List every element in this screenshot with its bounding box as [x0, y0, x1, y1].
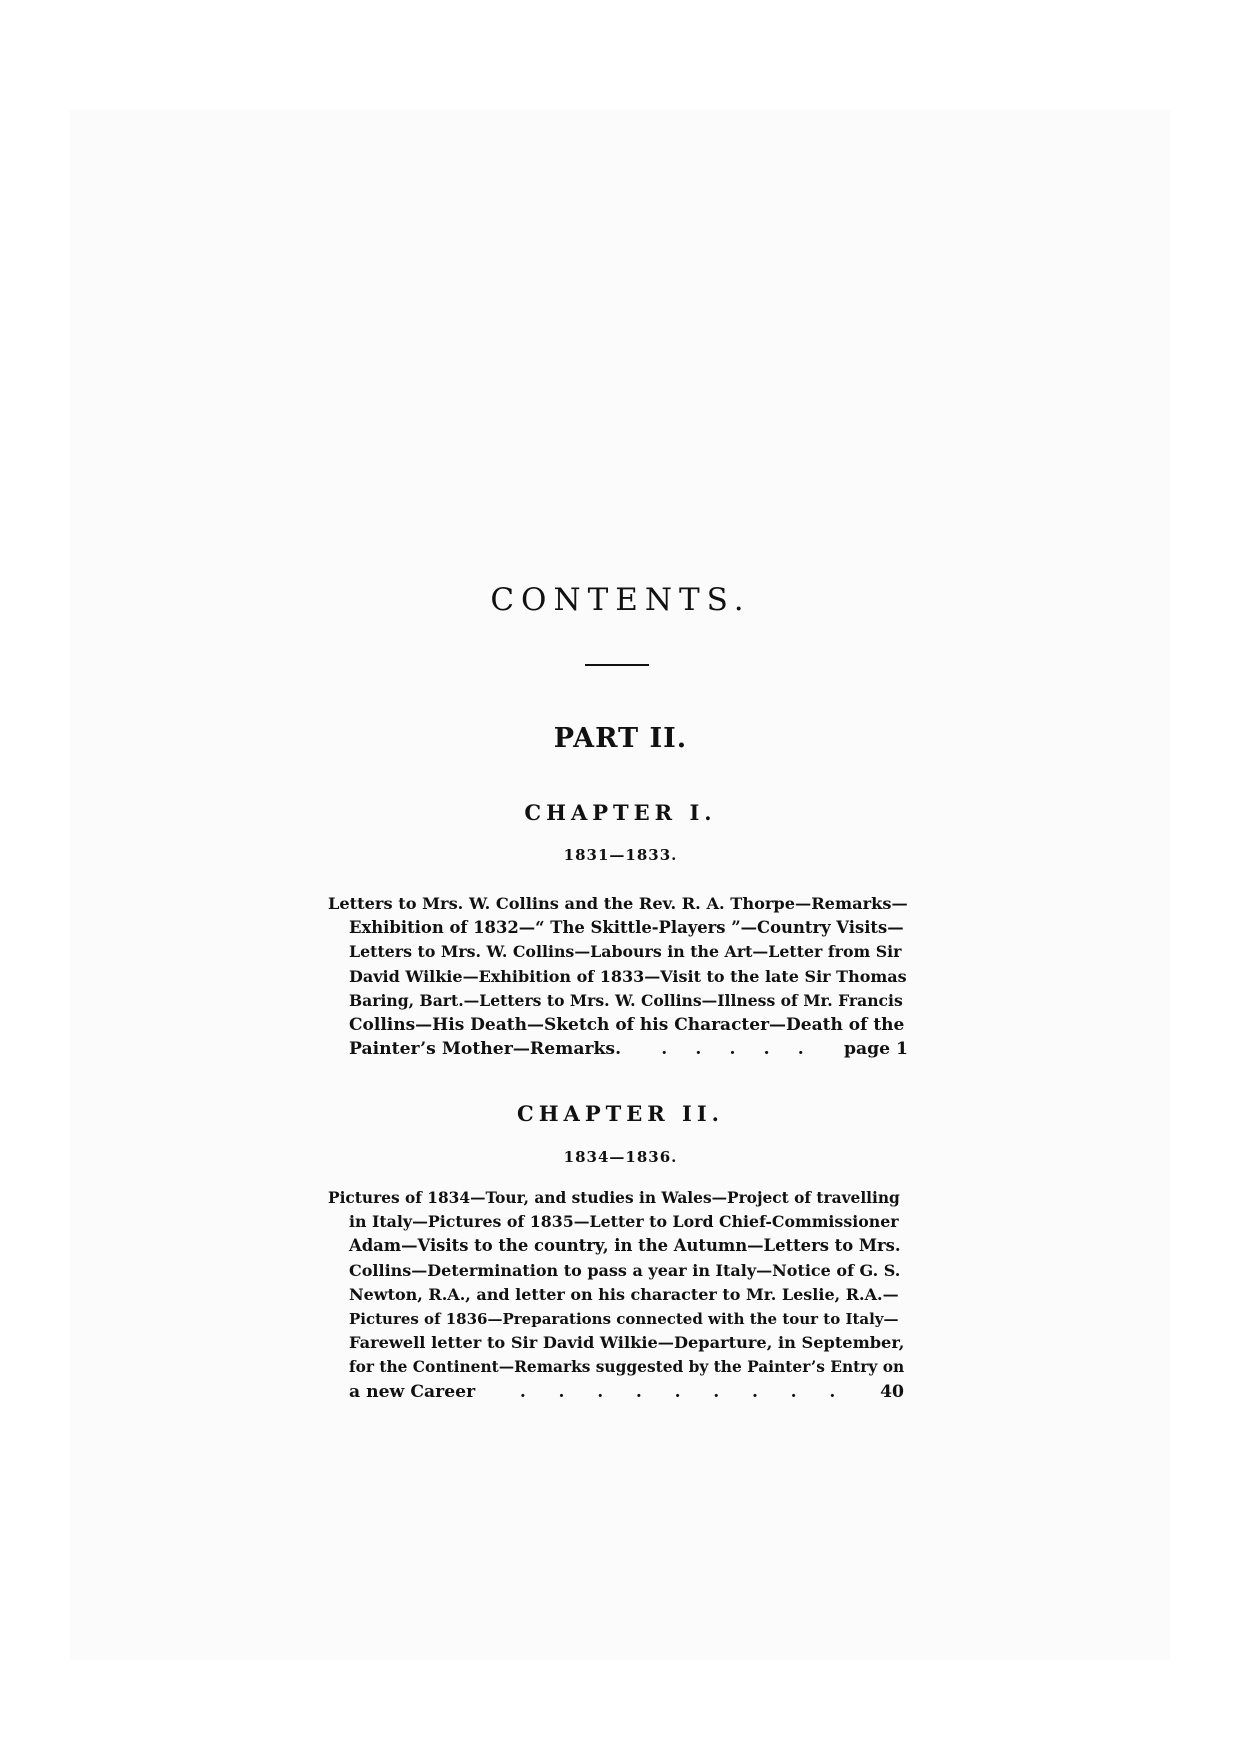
chapter-1-heading: CHAPTER I. — [524, 800, 717, 825]
summary-line: Baring, Bart.—Letters to Mrs. W. Collins—Illness of Mr. Francis — [349, 990, 903, 1010]
summary-line: Pictures of 1834—Tour, and studies in Wales—Project of travelling — [328, 1189, 900, 1207]
summary-line: Collins—Determination to pass a year in Italy—Notice of G. S. — [349, 1260, 901, 1280]
chapter-1-summary — [328, 892, 908, 1061]
chapter-2-summary — [328, 1186, 904, 1404]
summary-line: David Wilkie—Exhibition of 1833—Visit to the late Sir Thomas — [349, 966, 907, 986]
summary-last-line — [349, 1037, 908, 1061]
page-number: 40 — [880, 1381, 904, 1402]
dot-leader: . . . . . — [661, 1039, 804, 1060]
summary-line-text: a new Career — [349, 1381, 476, 1402]
summary-line: Collins—His Death—Sketch of his Character—Death of the — [349, 1014, 905, 1035]
summary-line: Newton, R.A., and letter on his character to Mr. Leslie, R.A.— — [349, 1284, 899, 1304]
dot-leader: . . . . . . . . . — [519, 1381, 836, 1402]
summary-line: Farewell letter to Sir David Wilkie—Departure, in September, — [349, 1333, 905, 1353]
page-background — [70, 110, 1170, 1660]
title-rule — [585, 664, 649, 666]
summary-line: Letters to Mrs. W. Collins and the Rev. R. A. Thorpe—Remarks— — [328, 894, 908, 913]
chapter-2-heading: CHAPTER II. — [517, 1101, 724, 1126]
page-number: page 1 — [843, 1039, 908, 1060]
summary-line: Exhibition of 1832—“ The Skittle-Players ”—Country Visits— — [349, 918, 904, 938]
part-heading: PART II. — [553, 723, 688, 754]
chapter-1-years: 1831—1833. — [563, 846, 678, 864]
contents-title: CONTENTS. — [490, 582, 751, 618]
summary-last-line — [349, 1380, 904, 1404]
summary-line: Pictures of 1836—Preparations connected with the tour to Italy— — [349, 1309, 899, 1328]
summary-line: for the Continent—Remarks suggested by the Painter’s Entry on — [349, 1358, 905, 1377]
chapter-2-years: 1834—1836. — [563, 1148, 678, 1166]
summary-line: in Italy—Pictures of 1835—Letter to Lord Chief-Commissioner — [349, 1212, 899, 1232]
summary-line: Letters to Mrs. W. Collins—Labours in the Art—Letter from Sir — [349, 942, 902, 962]
summary-line-text: Painter’s Mother—Remarks. — [349, 1039, 622, 1060]
summary-line: Adam—Visits to the country, in the Autumn—Letters to Mrs. — [349, 1236, 901, 1256]
